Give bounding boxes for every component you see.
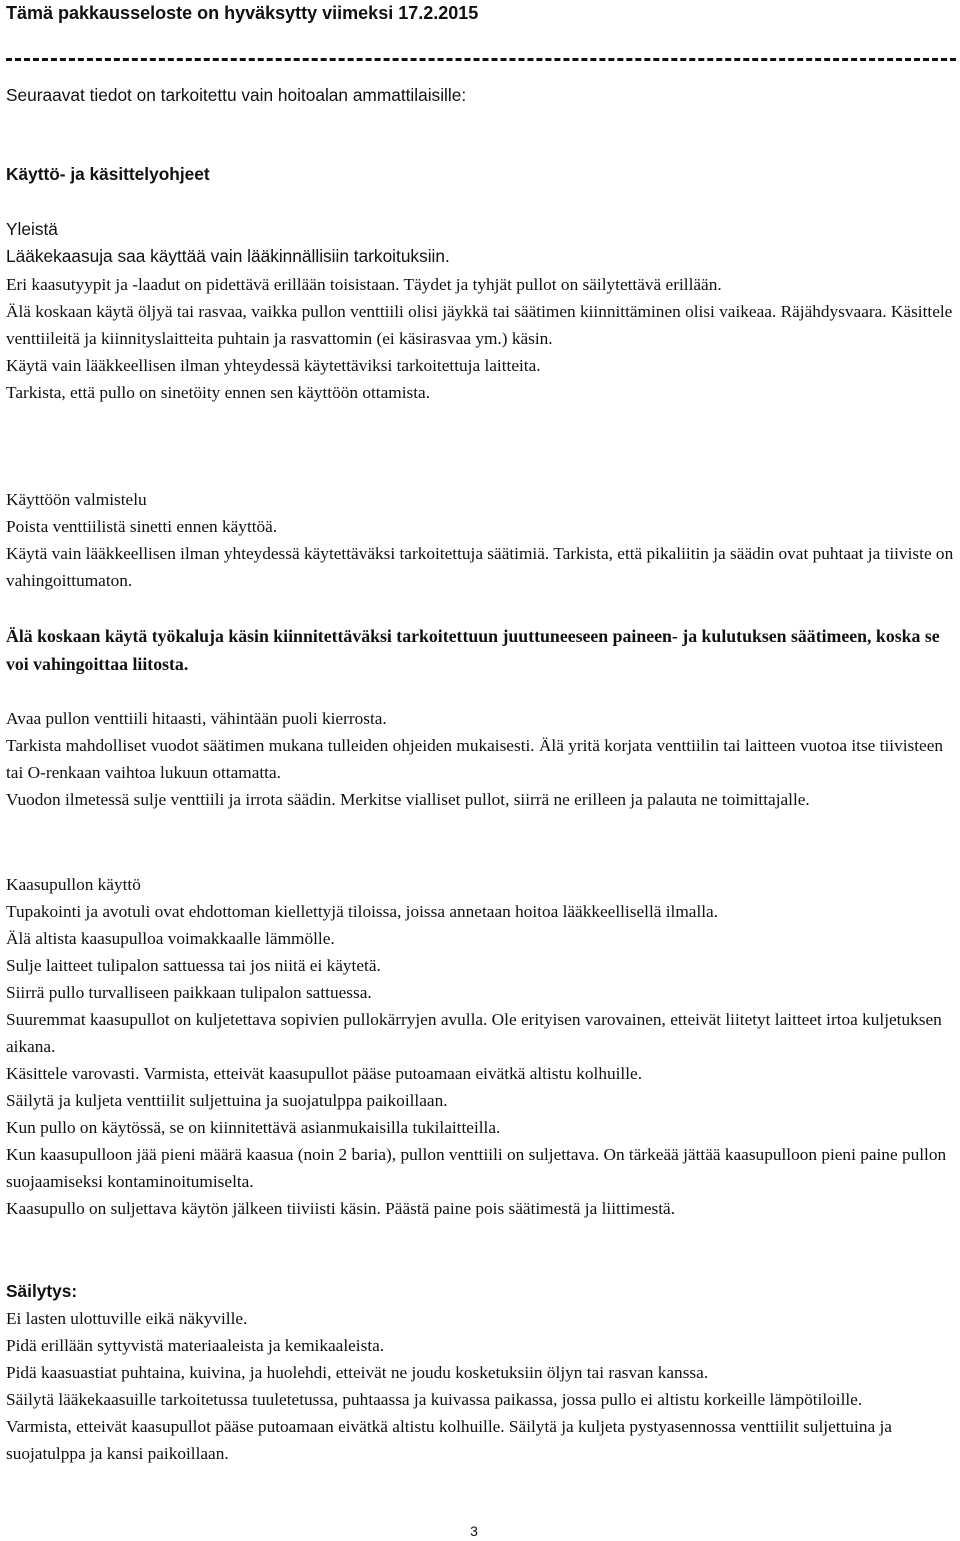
cylinder-use-line: Kun pullo on käytössä, se on kiinnitettävä asianmukaisilla tukilaitteilla.: [6, 1118, 501, 1137]
storage-line: Varmista, etteivät kaasupullot pääse putoamaan eivätkä altistu kolhuille. Säilytä ja kuljeta pystyasennossa venttiilit suljettuina ja suojatulppa ja kansi paikoillaan.: [6, 1417, 892, 1463]
main-heading: Käyttö- ja käsittelyohjeet: [6, 164, 210, 184]
dashed-divider: [6, 58, 956, 61]
storage-line: Ei lasten ulottuville eikä näkyville.: [6, 1309, 248, 1328]
general-section: [6, 216, 956, 269]
intro-text: Seuraavat tiedot on tarkoitettu vain hoitoalan ammattilaisille:: [6, 85, 467, 105]
opening-line: Tarkista mahdolliset vuodot säätimen mukana tulleiden ohjeiden mukaisesti. Älä yritä korjata venttiilin tai laitteen vuotoa itse tiivisteen tai O-renkaan vaihtoa lukuun ottamatta.: [6, 736, 944, 782]
opening-line: Avaa pullon venttiili hitaasti, vähintään puoli kierrosta.: [6, 709, 387, 728]
cylinder-use-section: [6, 871, 956, 1222]
general-heading: Yleistä: [6, 219, 58, 239]
cylinder-use-line: Tupakointi ja avotuli ovat ehdottoman kiellettyjä tiloissa, joissa annetaan hoitoa lääkkeellisellä ilmalla.: [6, 902, 719, 921]
cylinder-use-heading: Kaasupullon käyttö: [6, 875, 141, 894]
general-line: Tarkista, että pullo on sinetöity ennen sen käyttöön ottamista.: [6, 383, 431, 402]
preparation-line: Käytä vain lääkkeellisen ilman yhteydessä käytettäväksi tarkoitettuja säätimiä. Tarkista, että pikaliitin ja säädin ovat puhtaat ja tiiviste on vahingoittumaton.: [6, 544, 954, 590]
cylinder-use-line: Kun kaasupulloon jää pieni määrä kaasua (noin 2 baria), pullon venttiili on suljettava. On tärkeää jättää kaasupulloon pieni paine pullon suojaamiseksi kontaminoitumiselta.: [6, 1145, 947, 1191]
preparation-section: [6, 486, 956, 594]
storage-line: Pidä kaasuastiat puhtaina, kuivina, ja huolehdi, etteivät ne joudu kosketuksiin öljyn tai rasvan kanssa.: [6, 1363, 709, 1382]
warning-text: Älä koskaan käytä työkaluja käsin kiinnitettäväksi tarkoitettuun juuttuneeseen paineen- ja kulutuksen säätimeen, koska se voi vahingoittaa liitosta.: [6, 626, 940, 674]
general-section-body: [6, 271, 956, 406]
intro-section: [6, 82, 956, 109]
opening-section: [6, 705, 956, 813]
cylinder-use-line: Käsittele varovasti. Varmista, etteivät kaasupullot pääse putoamaan eivätkä altistu kolhuille.: [6, 1064, 643, 1083]
general-line: Älä koskaan käytä öljyä tai rasvaa, vaikka pullon venttiili olisi jäykkä tai säätimen kiinnittäminen olisi vaikeaa. Räjähdysvaara. Käsittele venttiileitä ja kiinnityslaitteita puhtain ja rasvattomin (ei käsirasvaa ym.) käsin.: [6, 302, 953, 348]
main-heading-section: [6, 161, 956, 188]
cylinder-use-line: Älä altista kaasupulloa voimakkaalle lämmölle.: [6, 929, 335, 948]
general-line: Lääkekaasuja saa käyttää vain lääkinnällisiin tarkoituksiin.: [6, 246, 450, 266]
general-line: Käytä vain lääkkeellisen ilman yhteydessä käytettäviksi tarkoitettuja laitteita.: [6, 356, 541, 375]
preparation-heading: Käyttöön valmistelu: [6, 490, 147, 509]
general-line: Eri kaasutyypit ja -laadut on pidettävä erillään toisistaan. Täydet ja tyhjät pullot on säilytettävä erillään.: [6, 275, 722, 294]
opening-line: Vuodon ilmetessä sulje venttiili ja irrota säädin. Merkitse vialliset pullot, siirrä ne erilleen ja palauta ne toimittajalle.: [6, 790, 810, 809]
storage-heading: Säilytys:: [6, 1281, 78, 1301]
cylinder-use-line: Suuremmat kaasupullot on kuljetettava sopivien pullokärryjen avulla. Ole erityisen varovainen, etteivät liitetyt laitteet irtoa kuljetuksen aikana.: [6, 1010, 942, 1056]
approval-date-header: Tämä pakkausseloste on hyväksytty viimeksi 17.2.2015: [6, 3, 479, 23]
page-number: 3: [470, 1523, 478, 1539]
warning-section: [6, 622, 956, 678]
preparation-line: Poista venttiilistä sinetti ennen käyttöä.: [6, 517, 278, 536]
cylinder-use-line: Siirrä pullo turvalliseen paikkaan tulipalon sattuessa.: [6, 983, 372, 1002]
storage-line: Pidä erillään syttyvistä materiaaleista ja kemikaaleista.: [6, 1336, 385, 1355]
storage-section: [6, 1278, 956, 1467]
cylinder-use-line: Säilytä ja kuljeta venttiilit suljettuina ja suojatulppa paikoillaan.: [6, 1091, 448, 1110]
cylinder-use-line: Kaasupullo on suljettava käytön jälkeen tiiviisti käsin. Päästä paine pois säätimestä ja liittimestä.: [6, 1199, 676, 1218]
storage-line: Säilytä lääkekaasuille tarkoitetussa tuuletetussa, puhtaassa ja kuivassa paikassa, jossa pullo ei altistu korkeille lämpötiloille.: [6, 1390, 863, 1409]
cylinder-use-line: Sulje laitteet tulipalon sattuessa tai jos niitä ei käytetä.: [6, 956, 381, 975]
